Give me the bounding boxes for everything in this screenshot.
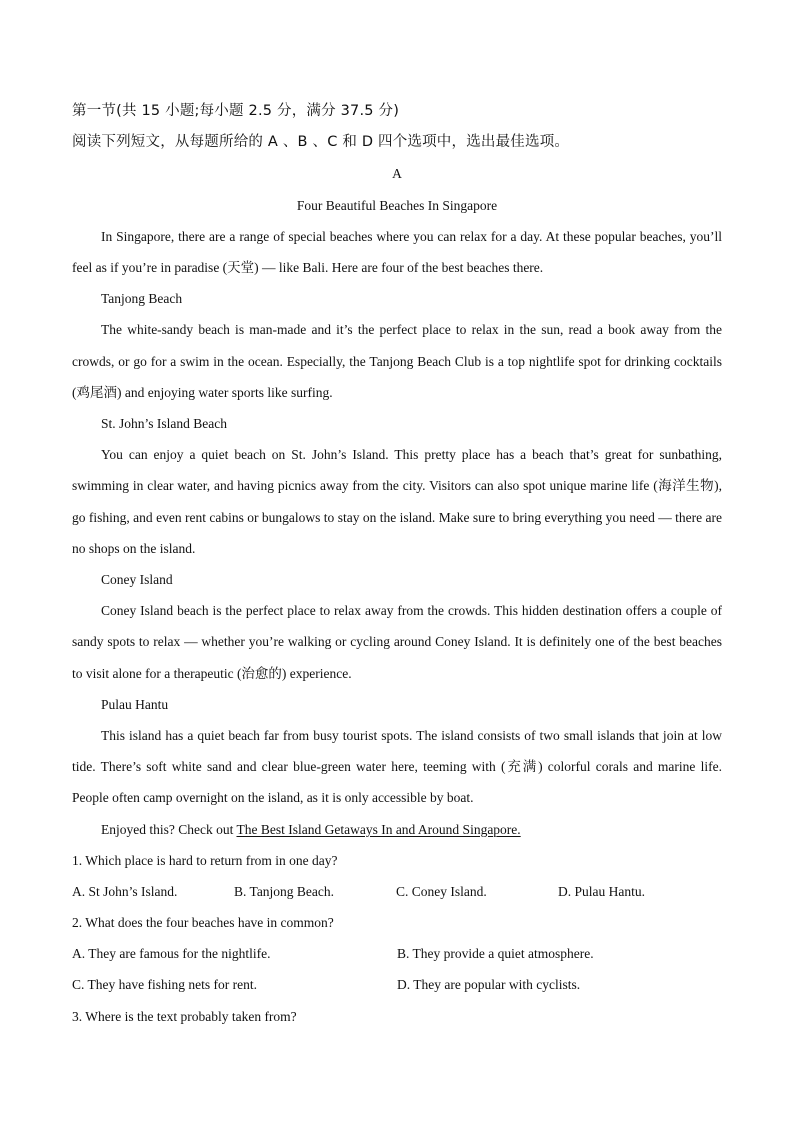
passage-label: A bbox=[392, 166, 402, 182]
section-heading-pulau-hantu: Pulau Hantu bbox=[101, 696, 169, 712]
question-2-option-b[interactable]: B. They provide a quiet atmosphere. bbox=[397, 946, 594, 962]
question-2-option-d[interactable]: D. They are popular with cyclists. bbox=[397, 977, 581, 993]
section-text-coney: Coney Island beach is the perfect place to relax away from the crowds. This hidden destination offers a couple of sandy spots to relax — whether you’re walking or cycling around Coney Island. It is definitely one of the best beaches to visit alone for a therapeutic (治愈的) experience. bbox=[72, 603, 722, 681]
section-text-pulau-hantu: This island has a quiet beach far from busy tourist spots. The island consists of two small islands that join at low tide. There’s soft white sand and clear blue-green water here, teeming with (充满) colorful corals and marine life. People often camp overnight on the island, as it is only accessible by boat. bbox=[72, 727, 722, 806]
question-2-options-row-2 bbox=[72, 969, 722, 1000]
footer-prefix: Enjoyed this? Check out bbox=[101, 821, 237, 837]
instructions: 阅读下列短文，从每题所给的 A 、B 、C 和 D 四个选项中，选出最佳选项。 bbox=[72, 134, 570, 151]
question-1-option-d[interactable]: D. Pulau Hantu. bbox=[558, 883, 645, 899]
question-2-option-c[interactable]: C. They have fishing nets for rent. bbox=[72, 977, 257, 993]
section-text-tanjong: The white-sandy beach is man-made and it’s the perfect place to relax in the sun, read a book away from the crowds, or go for a swim in the ocean. Especially, the Tanjong Beach Club is a top nightlife spot for drinking cocktails (鸡尾酒) and enjoying water sports like surfing. bbox=[72, 322, 722, 400]
question-1-options bbox=[72, 876, 722, 907]
intro-paragraph: In Singapore, there are a range of special beaches where you can relax for a day. At these popular beaches, you’ll feel as if you’re in paradise (天堂) — like Bali. Here are four of the best beaches there. bbox=[72, 228, 722, 275]
question-1-stem: 1. Which place is hard to return from in one day? bbox=[72, 852, 338, 868]
question-1-option-b[interactable]: B. Tanjong Beach. bbox=[234, 883, 335, 899]
section-heading-st-johns: St. John’s Island Beach bbox=[101, 415, 227, 431]
exam-page bbox=[72, 96, 722, 1032]
section-header: 第一节(共 15 小题;每小题 2.5 分，满分 37.5 分) bbox=[72, 103, 400, 119]
question-1-option-c[interactable]: C. Coney Island. bbox=[396, 883, 487, 899]
question-2-option-a[interactable]: A. They are famous for the nightlife. bbox=[72, 946, 271, 962]
passage-title: Four Beautiful Beaches In Singapore bbox=[296, 197, 498, 213]
footer-link[interactable]: The Best Island Getaways In and Around Singapore. bbox=[236, 821, 521, 837]
section-text-st-johns: You can enjoy a quiet beach on St. John’s Island. This pretty place has a beach that’s great for sunbathing, swimming in clear water, and having picnics away from the city. Visitors can also spot unique marine life (海洋生物), go fishing, and even rent cabins or bungalows to stay on the island. Make sure to bring everything you need — there are no shops on the island. bbox=[72, 447, 722, 556]
question-3-stem: 3. Where is the text probably taken from? bbox=[72, 1008, 297, 1024]
question-1-option-a[interactable]: A. St John’s Island. bbox=[72, 883, 178, 899]
question-2-stem: 2. What does the four beaches have in common? bbox=[72, 915, 334, 931]
section-heading-coney: Coney Island bbox=[101, 571, 173, 587]
question-2-options-row-1 bbox=[72, 938, 722, 969]
passage-footer bbox=[72, 814, 722, 845]
section-heading-tanjong: Tanjong Beach bbox=[101, 291, 183, 307]
